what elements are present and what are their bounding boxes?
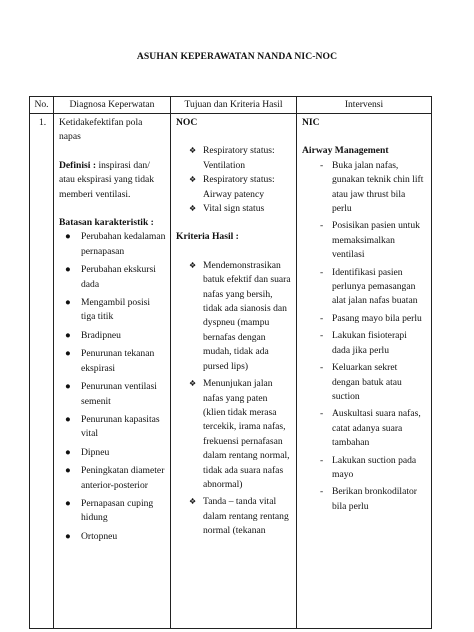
list-item [176, 495, 292, 538]
bullet-marker: - [320, 408, 324, 420]
list-item-text: Buka jalan nafas, gunakan teknik chin lift atau jaw thrust bila perlu [332, 159, 424, 215]
list-item [176, 259, 292, 374]
bullet-marker: ❖ [189, 146, 197, 156]
list-item-text: Mengambil posisi tiga titik [81, 297, 151, 323]
list-item [59, 263, 166, 292]
header-intervensi: Intervensi [297, 97, 432, 114]
list-item [59, 347, 166, 376]
nic-label: NIC [302, 117, 320, 128]
list-item-text: Menunjukan jalan nafas yang paten (klien tidak merasa tercekik, irama nafas, frekuensi pernafasan dalam rentang normal, tidak ada suara nafas abnormal) [203, 378, 290, 490]
list-item-text: Keluarkan sekret dengan batuk atau suction [332, 362, 402, 402]
definisi-block [59, 159, 166, 202]
list-item [302, 159, 427, 217]
bullet-marker: - [320, 454, 324, 466]
list-item-text: Bradipneu [81, 329, 121, 341]
list-item [302, 266, 427, 309]
list-item-text: Lakukan suction pada mayo [332, 454, 417, 480]
list-item-text: Perubahan kedalaman pernapasan [81, 231, 166, 257]
bullet-marker: ● [65, 329, 71, 341]
list-item-text: Vital sign status [203, 203, 265, 215]
batasan-list [59, 230, 166, 544]
bullet-marker: ● [65, 297, 71, 309]
list-item [176, 377, 292, 492]
list-item [59, 413, 166, 442]
bullet-marker: ● [65, 446, 71, 458]
row-number: 1. [30, 114, 54, 629]
list-item [302, 329, 427, 358]
list-item [59, 497, 166, 526]
header-diagnosa: Diagnosa Keperwatan [54, 97, 171, 114]
list-item-text: Ortopneu [81, 530, 118, 542]
list-item [302, 407, 427, 450]
noc-list [176, 144, 292, 216]
kriteria-list [176, 259, 292, 539]
bullet-marker: ❖ [189, 204, 197, 214]
list-item [176, 173, 292, 202]
table-header-row [30, 97, 432, 114]
noc-label: NOC [176, 117, 198, 128]
bullet-marker: ● [65, 465, 71, 477]
list-item-text: Lakukan fisioterapi dada jika perlu [332, 330, 407, 356]
header-tujuan: Tujuan dan Kriteria Hasil [171, 97, 297, 114]
list-item [302, 312, 427, 326]
table-row [30, 114, 432, 629]
airway-management-label: Airway Management [302, 145, 389, 157]
intervensi-cell [297, 114, 432, 629]
bullet-marker: ❖ [189, 497, 197, 507]
list-item-text: Auskultasi suara nafas, catat adanya suara tambahan [332, 408, 421, 449]
list-item [59, 230, 166, 259]
bullet-marker: ❖ [189, 379, 197, 389]
page-title: ASUHAN KEPERAWATAN NANDA NIC-NOC [136, 51, 338, 62]
bullet-marker: - [320, 159, 324, 171]
list-item-text: Respiratory status: Ventilation [203, 145, 275, 171]
header-no: No. [30, 97, 54, 114]
bullet-marker: ❖ [189, 260, 197, 270]
bullet-marker: ● [65, 413, 71, 425]
nursing-care-table [29, 96, 432, 629]
list-item-text: Respiratory status: Airway patency [203, 174, 275, 200]
diagnosa-title: Ketidakefektifan pola napas [59, 117, 143, 143]
definisi-label: Definisi : [59, 159, 97, 171]
list-item [59, 380, 166, 409]
bullet-marker: - [320, 266, 324, 278]
bullet-marker: ❖ [189, 175, 197, 185]
bullet-marker: ● [65, 497, 71, 509]
bullet-marker: - [320, 312, 324, 324]
list-item [59, 329, 166, 343]
bullet-marker: ● [65, 530, 71, 542]
list-item-text: Berikan bronkodilator bila perlu [332, 486, 417, 512]
bullet-marker: - [320, 330, 324, 342]
list-item [59, 464, 166, 493]
list-item [302, 219, 427, 262]
bullet-marker: ● [65, 348, 71, 360]
nic-list [302, 159, 427, 514]
list-item [176, 202, 292, 216]
list-item [59, 446, 166, 460]
list-item [302, 361, 427, 404]
bullet-marker: - [320, 486, 324, 498]
list-item-text: Penurunan tekanan ekspirasi [81, 348, 155, 374]
list-item-text: Penurunan kapasitas vital [81, 413, 160, 440]
list-item-text: Mendemonstrasikan batuk efektif dan suara nafas yang bersih, tidak ada sianosis dan dyspneu (mampu bernafas dengan mudah, tidak ada pursed lips) [203, 259, 291, 372]
list-item [302, 454, 427, 483]
tujuan-cell [171, 114, 297, 629]
list-item-text: Identifikasi pasien perlunya pemasangan alat jalan nafas buatan [332, 266, 418, 307]
definisi-text: inspirasi dan/ atau ekspirasi yang tidak memberi ventilasi. [59, 159, 155, 200]
list-item [302, 485, 427, 514]
list-item [59, 530, 166, 544]
diagnosa-cell [54, 114, 171, 629]
batasan-label: Batasan karakteristik : [59, 217, 154, 229]
bullet-marker: ● [65, 264, 71, 276]
list-item-text: Pernapasan cuping hidung [81, 497, 154, 524]
list-item-text: Dipneu [81, 446, 110, 458]
bullet-marker: - [320, 220, 324, 232]
bullet-marker: ● [65, 231, 71, 243]
list-item [59, 296, 166, 325]
list-item-text: Pasang mayo bila perlu [332, 312, 422, 324]
bullet-marker: - [320, 362, 324, 374]
list-item-text: Peningkatan diameter anterior-posterior [81, 465, 165, 491]
list-item-text: Penurunan ventilasi semenit [81, 381, 157, 407]
list-item-text: Posisikan pasien untuk memaksimalkan ventilasi [332, 220, 420, 261]
list-item [176, 144, 292, 173]
kriteria-label: Kriteria Hasil : [176, 231, 239, 243]
bullet-marker: ● [65, 381, 71, 393]
list-item-text: Perubahan ekskursi dada [81, 264, 156, 290]
list-item-text: Tanda – tanda vital dalam rentang rentang normal (tekanan [203, 496, 289, 537]
